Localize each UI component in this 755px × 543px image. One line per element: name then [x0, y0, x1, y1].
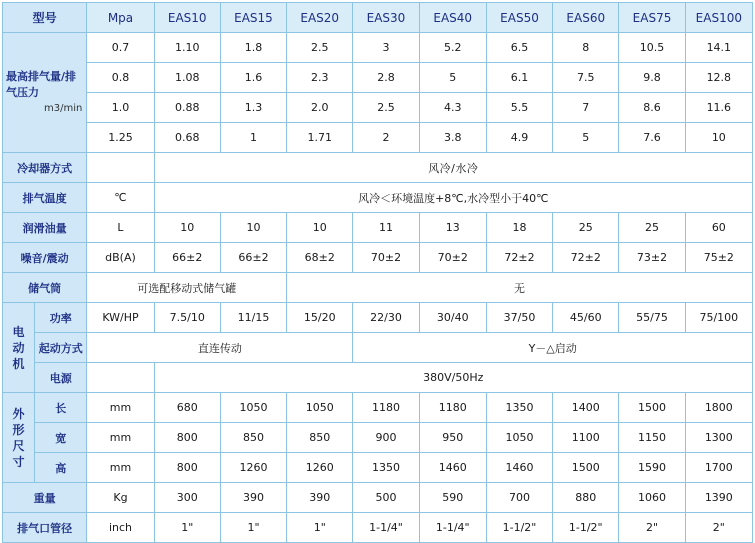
value-cell: 14.1 — [685, 33, 752, 63]
dimensions-group-char: 形 — [12, 422, 25, 437]
height-unit: mm — [87, 453, 154, 483]
value-cell: 1-1/4" — [353, 513, 419, 543]
value-cell: 1-1/2" — [553, 513, 619, 543]
model-header-cell: EAS100 — [685, 3, 752, 33]
tank-value-large: 无 — [287, 273, 753, 303]
pressure-cell: 1.25 — [87, 123, 154, 153]
value-cell: 30/40 — [419, 303, 486, 333]
value-cell: 8.6 — [619, 93, 685, 123]
power-label: 功率 — [35, 303, 87, 333]
value-cell: 680 — [154, 393, 220, 423]
value-cell: 1350 — [486, 393, 552, 423]
value-cell: 1.6 — [220, 63, 286, 93]
value-cell: 1180 — [353, 393, 419, 423]
exhaust-temp-value: 风冷＜环境温度+8℃,水冷型小于40℃ — [154, 183, 752, 213]
capacity-unit-text: m3/min — [44, 102, 83, 114]
model-header-cell: EAS60 — [553, 3, 619, 33]
table-row — [3, 33, 753, 63]
value-cell: 4.9 — [486, 123, 552, 153]
value-cell: 1460 — [486, 453, 552, 483]
value-cell: 1 — [220, 123, 286, 153]
model-header-cell: EAS30 — [353, 3, 419, 33]
pressure-cell: 1.0 — [87, 93, 154, 123]
value-cell: 13 — [419, 213, 486, 243]
value-cell: 72±2 — [486, 243, 552, 273]
value-cell: 18 — [486, 213, 552, 243]
model-header-cell: EAS75 — [619, 3, 685, 33]
table-row — [3, 453, 753, 483]
value-cell: 1050 — [287, 393, 353, 423]
value-cell: 1050 — [486, 423, 552, 453]
value-cell: 5 — [553, 123, 619, 153]
table-row — [3, 333, 753, 363]
value-cell: 1350 — [353, 453, 419, 483]
table-row — [3, 273, 753, 303]
value-cell: 800 — [154, 423, 220, 453]
value-cell: 2.3 — [287, 63, 353, 93]
value-cell: 1-1/2" — [486, 513, 552, 543]
value-cell: 2 — [353, 123, 419, 153]
value-cell: 66±2 — [220, 243, 286, 273]
value-cell: 15/20 — [287, 303, 353, 333]
value-cell: 1.08 — [154, 63, 220, 93]
power-unit: KW/HP — [87, 303, 154, 333]
value-cell: 1390 — [685, 483, 752, 513]
value-cell: 1060 — [619, 483, 685, 513]
value-cell: 1400 — [553, 393, 619, 423]
value-cell: 73±2 — [619, 243, 685, 273]
capacity-label-text: 最高排气量/排气压力 — [6, 69, 77, 99]
value-cell: 8 — [553, 33, 619, 63]
value-cell: 390 — [287, 483, 353, 513]
dimensions-group-char: 尺 — [12, 438, 25, 453]
value-cell: 2.5 — [353, 93, 419, 123]
value-cell: 2.0 — [287, 93, 353, 123]
value-cell: 10 — [685, 123, 752, 153]
dimensions-group-char: 外 — [12, 406, 25, 421]
value-cell: 3 — [353, 33, 419, 63]
length-unit: mm — [87, 393, 154, 423]
spec-table — [2, 2, 753, 543]
table-row — [3, 363, 753, 393]
tank-value-small: 可选配移动式储气罐 — [87, 273, 287, 303]
value-cell: 1500 — [619, 393, 685, 423]
value-cell: 11/15 — [220, 303, 286, 333]
supply-label: 电源 — [35, 363, 87, 393]
value-cell: 1" — [154, 513, 220, 543]
value-cell: 1180 — [419, 393, 486, 423]
supply-value: 380V/50Hz — [154, 363, 752, 393]
value-cell: 25 — [619, 213, 685, 243]
value-cell: 25 — [553, 213, 619, 243]
value-cell: 1050 — [220, 393, 286, 423]
value-cell: 37/50 — [486, 303, 552, 333]
dimensions-group-label — [3, 393, 35, 483]
motor-group-label — [3, 303, 35, 393]
noise-unit: dB(A) — [87, 243, 154, 273]
length-label: 长 — [35, 393, 87, 423]
value-cell: 590 — [419, 483, 486, 513]
value-cell: 1-1/4" — [419, 513, 486, 543]
start-value-large: Y－△启动 — [353, 333, 753, 363]
value-cell: 1.3 — [220, 93, 286, 123]
value-cell: 1" — [287, 513, 353, 543]
motor-group-char: 机 — [12, 356, 25, 371]
value-cell: 2.8 — [353, 63, 419, 93]
value-cell: 11 — [353, 213, 419, 243]
value-cell: 45/60 — [553, 303, 619, 333]
value-cell: 1460 — [419, 453, 486, 483]
value-cell: 55/75 — [619, 303, 685, 333]
motor-group-char: 电 — [12, 324, 25, 339]
spec-table-body — [3, 3, 753, 543]
value-cell: 22/30 — [353, 303, 419, 333]
value-cell: 1260 — [287, 453, 353, 483]
value-cell: 75/100 — [685, 303, 752, 333]
value-cell: 1800 — [685, 393, 752, 423]
oil-label: 润滑油量 — [3, 213, 87, 243]
model-header-cell: EAS10 — [154, 3, 220, 33]
tank-label: 储气筒 — [3, 273, 87, 303]
model-header-cell: EAS40 — [419, 3, 486, 33]
value-cell: 68±2 — [287, 243, 353, 273]
value-cell: 2.5 — [287, 33, 353, 63]
value-cell: 1590 — [619, 453, 685, 483]
value-cell: 2" — [619, 513, 685, 543]
value-cell: 300 — [154, 483, 220, 513]
width-unit: mm — [87, 423, 154, 453]
model-header-label: 型号 — [3, 3, 87, 33]
value-cell: 10 — [287, 213, 353, 243]
start-value-small: 直连传动 — [87, 333, 353, 363]
value-cell: 850 — [220, 423, 286, 453]
value-cell: 66±2 — [154, 243, 220, 273]
value-cell: 5.2 — [419, 33, 486, 63]
weight-unit: Kg — [87, 483, 154, 513]
cooler-value: 风冷/水冷 — [154, 153, 752, 183]
width-label: 宽 — [35, 423, 87, 453]
outlet-unit: inch — [87, 513, 154, 543]
value-cell: 7.5/10 — [154, 303, 220, 333]
value-cell: 0.68 — [154, 123, 220, 153]
value-cell: 2" — [685, 513, 752, 543]
value-cell: 700 — [486, 483, 552, 513]
pressure-cell: 0.7 — [87, 33, 154, 63]
value-cell: 10.5 — [619, 33, 685, 63]
value-cell: 1300 — [685, 423, 752, 453]
value-cell: 880 — [553, 483, 619, 513]
model-header-cell: EAS50 — [486, 3, 552, 33]
noise-label: 噪音/震动 — [3, 243, 87, 273]
table-row — [3, 93, 753, 123]
value-cell: 3.8 — [419, 123, 486, 153]
table-row — [3, 303, 753, 333]
value-cell: 0.88 — [154, 93, 220, 123]
value-cell: 70±2 — [419, 243, 486, 273]
value-cell: 390 — [220, 483, 286, 513]
value-cell: 10 — [154, 213, 220, 243]
value-cell: 7.5 — [553, 63, 619, 93]
value-cell: 60 — [685, 213, 752, 243]
value-cell: 6.1 — [486, 63, 552, 93]
table-row — [3, 183, 753, 213]
table-row — [3, 123, 753, 153]
value-cell: 6.5 — [486, 33, 552, 63]
value-cell: 9.8 — [619, 63, 685, 93]
value-cell: 900 — [353, 423, 419, 453]
value-cell: 4.3 — [419, 93, 486, 123]
table-row — [3, 483, 753, 513]
weight-label: 重量 — [3, 483, 87, 513]
cooler-unit-empty — [87, 153, 154, 183]
value-cell: 950 — [419, 423, 486, 453]
value-cell: 1" — [220, 513, 286, 543]
exhaust-temp-label: 排气温度 — [3, 183, 87, 213]
value-cell: 500 — [353, 483, 419, 513]
table-row — [3, 63, 753, 93]
table-row — [3, 393, 753, 423]
value-cell: 1.10 — [154, 33, 220, 63]
outlet-label: 排气口管径 — [3, 513, 87, 543]
table-row — [3, 423, 753, 453]
cooler-label: 冷却器方式 — [3, 153, 87, 183]
pressure-cell: 0.8 — [87, 63, 154, 93]
capacity-row-label — [3, 33, 87, 153]
value-cell: 850 — [287, 423, 353, 453]
value-cell: 1500 — [553, 453, 619, 483]
value-cell: 11.6 — [685, 93, 752, 123]
value-cell: 10 — [220, 213, 286, 243]
height-label: 高 — [35, 453, 87, 483]
table-row — [3, 213, 753, 243]
model-header-cell: EAS20 — [287, 3, 353, 33]
motor-group-char: 动 — [12, 340, 25, 355]
start-label: 起动方式 — [35, 333, 87, 363]
dimensions-group-char: 寸 — [12, 454, 25, 469]
table-row — [3, 3, 753, 33]
exhaust-temp-unit: ℃ — [87, 183, 154, 213]
value-cell: 7.6 — [619, 123, 685, 153]
value-cell: 1100 — [553, 423, 619, 453]
table-row — [3, 153, 753, 183]
value-cell: 800 — [154, 453, 220, 483]
value-cell: 72±2 — [553, 243, 619, 273]
value-cell: 12.8 — [685, 63, 752, 93]
oil-unit: L — [87, 213, 154, 243]
value-cell: 1260 — [220, 453, 286, 483]
supply-unit-empty — [87, 363, 154, 393]
value-cell: 1700 — [685, 453, 752, 483]
model-header-cell: EAS15 — [220, 3, 286, 33]
value-cell: 70±2 — [353, 243, 419, 273]
value-cell: 1150 — [619, 423, 685, 453]
value-cell: 7 — [553, 93, 619, 123]
value-cell: 75±2 — [685, 243, 752, 273]
pressure-unit-header: Mpa — [87, 3, 154, 33]
value-cell: 5.5 — [486, 93, 552, 123]
value-cell: 1.71 — [287, 123, 353, 153]
value-cell: 1.8 — [220, 33, 286, 63]
table-row — [3, 243, 753, 273]
value-cell: 5 — [419, 63, 486, 93]
